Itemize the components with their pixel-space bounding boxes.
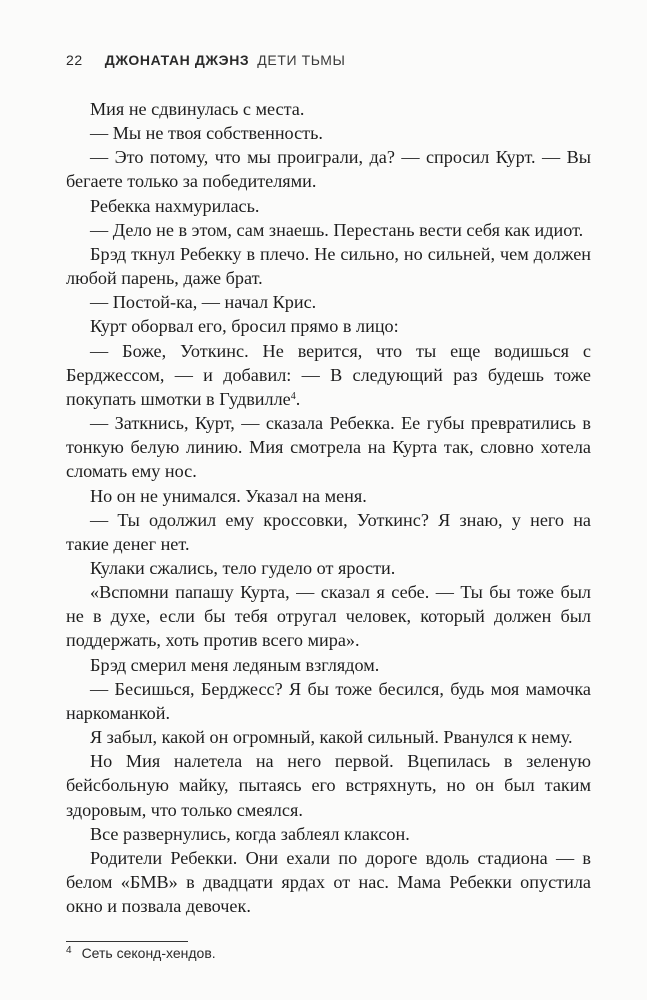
- paragraph: Курт оборвал его, бросил прямо в лицо:: [90, 316, 399, 337]
- paragraph: Кулаки сжались, тело гудело от ярости.: [90, 557, 396, 578]
- paragraph: Ребекка нахмурилась.: [90, 195, 260, 216]
- body-text: [66, 97, 591, 918]
- paragraph: [66, 339, 591, 411]
- footnote-marker: 4: [66, 945, 72, 956]
- running-header: [66, 52, 346, 68]
- paragraph: Я забыл, какой он огромный, какой сильный. Рванулся к нему.: [90, 727, 573, 748]
- footnote-reference: 4: [290, 390, 296, 402]
- paragraph: — Бесишься, Берджесс? Я бы тоже бесился, будь моя мамочка наркоманкой.: [66, 678, 591, 723]
- author-name: ДЖОНАТАН ДЖЭНЗ: [104, 52, 250, 68]
- paragraph: Брэд ткнул Ребекку в плечо. Не сильно, но сильней, чем должен любой парень, даже брат.: [66, 243, 591, 289]
- paragraph: Мия не сдвинулась с места.: [90, 99, 305, 119]
- paragraph: — Дело не в этом, сам знаешь. Перестань вести себя как идиот.: [90, 219, 584, 240]
- page-number: 22: [66, 52, 83, 68]
- footnote-divider: [66, 941, 188, 942]
- book-title: ДЕТИ ТЬМЫ: [257, 52, 346, 68]
- paragraph: «Вспомни папашу Курта, — сказал я себе. — Ты бы тоже был не в духе, если бы тебя отругал человек, который должен был поддержать, хоть против всего мира».: [66, 582, 591, 651]
- paragraph-end: .: [295, 388, 301, 409]
- paragraph: Но он не унимался. Указал на меня.: [90, 485, 367, 506]
- paragraph: — Постой-ка, — начал Крис.: [90, 292, 317, 313]
- paragraph: Родители Ребекки. Они ехали по дороге вдоль стадиона — в белом «БМВ» в двадцати ярдах от нас. Мама Ребекки опустила окно и позвала девочек.: [66, 847, 591, 917]
- paragraph: — Мы не твоя собственность.: [90, 123, 323, 144]
- paragraph: Но Мия налетела на него первой. Вцепилась в зеленую бейсбольную майку, пытаясь его встряхнуть, но он был таким здоровым, что только смеялся.: [66, 751, 591, 820]
- paragraph: — Это потому, что мы проиграли, да? — спросил Курт. — Вы бегаете только за победителями.: [66, 147, 591, 192]
- paragraph-text: — Боже, Уоткинс. Не верится, что ты еще водишься с Берджессом, — и добавил: — В следующий раз будешь тоже покупать шмотки в Гудвилле: [66, 340, 591, 409]
- paragraph: Брэд смерил меня ледяным взглядом.: [90, 654, 380, 675]
- paragraph: — Заткнись, Курт, — сказала Ребекка. Ее губы превратились в тонкую белую линию. Мия смотрела на Курта так, словно хотела сломать ему нос.: [66, 413, 591, 482]
- footnote-text: Сеть секонд-хендов.: [81, 945, 216, 961]
- paragraph: Все развернулись, когда заблеял клаксон.: [90, 823, 410, 844]
- footnote: [66, 945, 586, 961]
- paragraph: — Ты одолжил ему кроссовки, Уоткинс? Я знаю, у него на такие денег нет.: [66, 509, 591, 554]
